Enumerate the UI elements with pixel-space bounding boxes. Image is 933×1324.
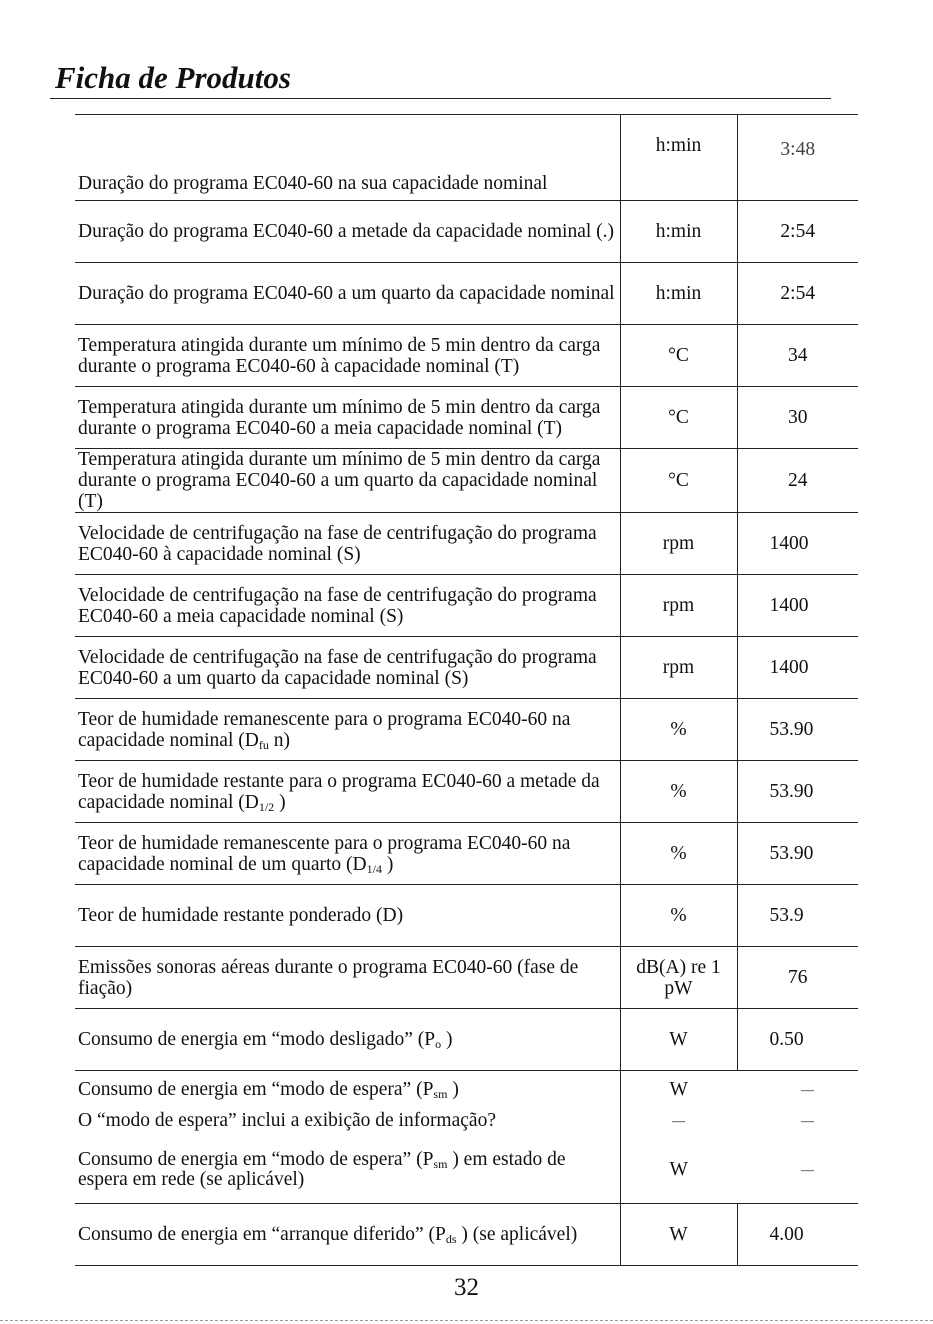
- table-row: [75, 201, 858, 263]
- row-description-text: Teor de humidade restante para o programa EC040-60 a metade da capacidade nominal (D: [78, 770, 600, 813]
- table-row: [75, 947, 858, 1009]
- table-row: [75, 885, 858, 947]
- row-description: Teor de humidade restante ponderado (D): [75, 885, 620, 947]
- row-description-suffix: ) (se aplicável): [456, 1224, 578, 1245]
- row-value: 34: [737, 325, 858, 387]
- row-unit: W: [620, 1204, 737, 1266]
- table-row: [75, 325, 858, 387]
- row-value: 4.00: [737, 1204, 858, 1266]
- row-value: 3:48: [737, 115, 858, 201]
- row-value: 24: [737, 449, 858, 513]
- row-description: Temperatura atingida durante um mínimo de 5 min dentro da carga durante o programa EC040-60 a um quarto da capacidade nominal (T): [75, 449, 620, 513]
- title-divider: [50, 98, 831, 99]
- page-number: 32: [454, 1274, 479, 1301]
- table-row: [75, 637, 858, 699]
- row-unit: rpm: [620, 637, 737, 699]
- row-description: [75, 761, 620, 823]
- standby-line1-text: Consumo de energia em “modo de espera” (P: [78, 1079, 434, 1100]
- standby-line1-suffix: ): [447, 1079, 459, 1100]
- row-description-suffix: ): [381, 853, 394, 875]
- table-row: [75, 449, 858, 513]
- table-row: [75, 699, 858, 761]
- row-unit: %: [620, 885, 737, 947]
- row-description-subscript: o: [435, 1037, 442, 1051]
- standby-line3-suffix: ) em estado de espera em rede (se aplicável): [78, 1149, 566, 1190]
- row-description-subscript: 1/2: [258, 799, 275, 814]
- table-row: [75, 575, 858, 637]
- table-row-standby: [75, 1071, 858, 1204]
- row-description: [75, 699, 620, 761]
- row-description: Duração do programa EC040-60 a metade da capacidade nominal (.): [75, 201, 620, 263]
- row-description-text: Consumo de energia em “arranque diferido” (P: [78, 1224, 446, 1245]
- table-row: [75, 1009, 858, 1071]
- standby-unit-1: W: [669, 1079, 688, 1100]
- row-value: 76: [737, 947, 858, 1009]
- product-fiche-table: [75, 114, 858, 1266]
- table-row: [75, 823, 858, 885]
- row-description: Velocidade de centrifugação na fase de centrifugação do programa EC040-60 a um quarto da capacidade nominal (S): [75, 637, 620, 699]
- row-unit: h:min: [620, 115, 737, 201]
- row-unit: rpm: [620, 513, 737, 575]
- row-description-suffix: n): [268, 729, 290, 751]
- table-row: [75, 263, 858, 325]
- row-description: [75, 823, 620, 885]
- row-unit: h:min: [620, 201, 737, 263]
- row-value: 1400: [737, 637, 858, 699]
- page-title: Ficha de Produtos: [55, 60, 291, 95]
- row-unit: W: [620, 1009, 737, 1071]
- row-description-subscript: fu: [258, 737, 269, 752]
- row-description-suffix: ): [274, 791, 286, 813]
- row-description: Duração do programa EC040-60 a um quarto da capacidade nominal: [75, 263, 620, 325]
- row-description: Velocidade de centrifugação na fase de centrifugação do programa EC040-60 à capacidade nominal (S): [75, 513, 620, 575]
- standby-line1-subscript: sm: [433, 1087, 448, 1101]
- page-bottom-divider: [0, 1320, 933, 1321]
- row-description-text: Teor de humidade remanescente para o programa EC040-60 na capacidade nominal de um quarto (D: [78, 832, 571, 875]
- row-value: 0.50: [737, 1009, 858, 1071]
- row-description-subscript: 1/4: [366, 861, 382, 876]
- row-description: [75, 1009, 620, 1071]
- row-value: 53.90: [737, 823, 858, 885]
- row-unit: °C: [620, 449, 737, 513]
- standby-line2-text: O “modo de espera” inclui a exibição de informação?: [78, 1110, 496, 1131]
- standby-value-1: —: [801, 1082, 814, 1097]
- standby-line3-text: Consumo de energia em “modo de espera” (P: [78, 1149, 434, 1170]
- table-row: [75, 513, 858, 575]
- row-description-suffix: ): [441, 1029, 453, 1050]
- row-description: Duração do programa EC040-60 na sua capacidade nominal: [75, 115, 620, 201]
- row-unit: %: [620, 761, 737, 823]
- row-value: 2:54: [737, 201, 858, 263]
- row-value: 30: [737, 387, 858, 449]
- row-value: 1400: [737, 513, 858, 575]
- standby-value-2: —: [801, 1113, 814, 1128]
- standby-unit-3: W: [669, 1159, 688, 1180]
- table-row: [75, 115, 858, 201]
- row-unit: °C: [620, 325, 737, 387]
- table-row: [75, 387, 858, 449]
- row-description: Velocidade de centrifugação na fase de centrifugação do programa EC040-60 a meia capacidade nominal (S): [75, 575, 620, 637]
- row-description-text: Consumo de energia em “modo desligado” (P: [78, 1029, 436, 1050]
- standby-units: [620, 1071, 737, 1204]
- row-description: Temperatura atingida durante um mínimo de 5 min dentro da carga durante o programa EC040-60 à capacidade nominal (T): [75, 325, 620, 387]
- table-row: [75, 1204, 858, 1266]
- row-description: [75, 1204, 620, 1266]
- row-value: 53.9: [737, 885, 858, 947]
- row-description: Temperatura atingida durante um mínimo de 5 min dentro da carga durante o programa EC040-60 a meia capacidade nominal (T): [75, 387, 620, 449]
- row-unit: %: [620, 823, 737, 885]
- standby-description: [75, 1071, 620, 1204]
- row-description: Emissões sonoras aéreas durante o programa EC040-60 (fase de fiação): [75, 947, 620, 1009]
- row-value: 1400: [737, 575, 858, 637]
- standby-line3-subscript: sm: [433, 1157, 448, 1171]
- row-value: 53.90: [737, 761, 858, 823]
- row-value: 2:54: [737, 263, 858, 325]
- row-description-text: Teor de humidade remanescente para o programa EC040-60 na capacidade nominal (D: [78, 708, 571, 751]
- row-unit: °C: [620, 387, 737, 449]
- row-unit: h:min: [620, 263, 737, 325]
- row-description-subscript: ds: [445, 1232, 457, 1246]
- table-row: [75, 761, 858, 823]
- row-unit: rpm: [620, 575, 737, 637]
- standby-unit-2: —: [672, 1113, 686, 1128]
- row-unit: %: [620, 699, 737, 761]
- row-value: 53.90: [737, 699, 858, 761]
- standby-value-3: —: [801, 1162, 814, 1177]
- standby-values: [737, 1071, 858, 1204]
- row-unit: dB(A) re 1 pW: [620, 947, 737, 1009]
